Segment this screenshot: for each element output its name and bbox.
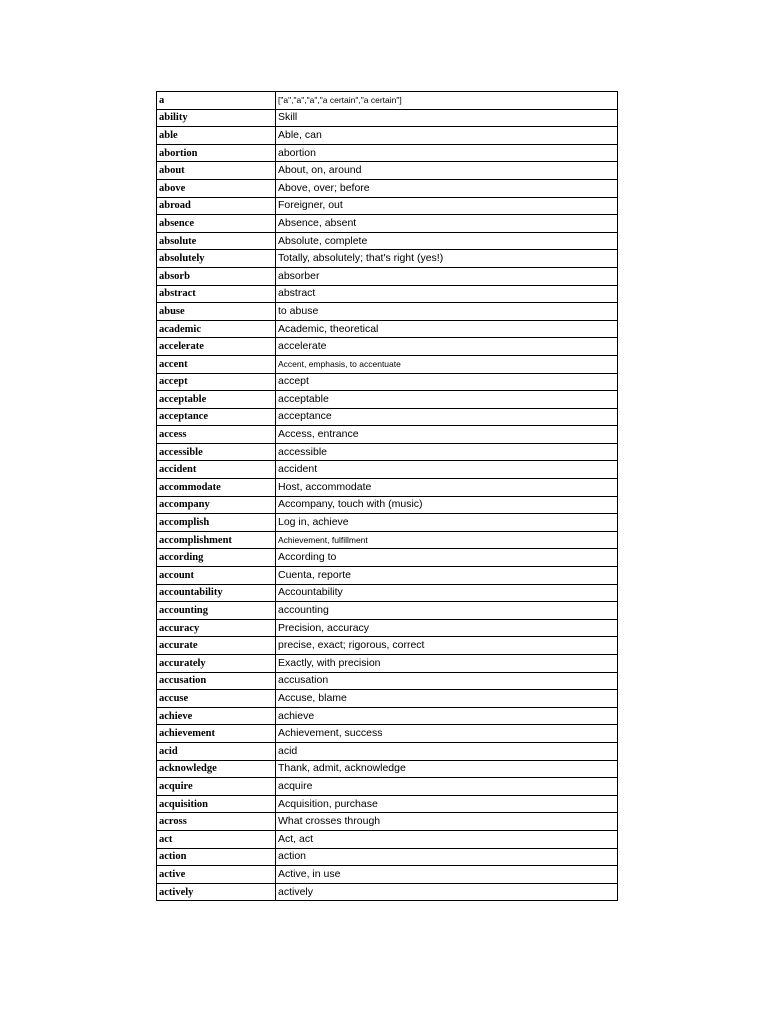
definition-cell: What crosses through — [276, 813, 618, 831]
definition-cell: Skill — [276, 109, 618, 127]
definition-cell: Above, over; before — [276, 179, 618, 197]
table-row — [157, 725, 618, 743]
english-word-cell: across — [157, 813, 276, 831]
table-row — [157, 760, 618, 778]
definition-cell: Academic, theoretical — [276, 320, 618, 338]
table-row — [157, 92, 618, 110]
definition-cell: Achievement, fulfillment — [276, 531, 618, 549]
vocabulary-table — [156, 91, 618, 901]
english-word-cell: about — [157, 162, 276, 180]
table-row — [157, 496, 618, 514]
english-word-cell: absolute — [157, 232, 276, 250]
english-word-cell: acknowledge — [157, 760, 276, 778]
table-row — [157, 391, 618, 409]
table-row — [157, 584, 618, 602]
table-row — [157, 303, 618, 321]
definition-cell: Absolute, complete — [276, 232, 618, 250]
table-row — [157, 883, 618, 901]
english-word-cell: accountability — [157, 584, 276, 602]
english-word-cell: accommodate — [157, 479, 276, 497]
table-row — [157, 866, 618, 884]
definition-cell: Access, entrance — [276, 426, 618, 444]
english-word-cell: accurate — [157, 637, 276, 655]
table-row — [157, 514, 618, 532]
english-word-cell: absolutely — [157, 250, 276, 268]
english-word-cell: able — [157, 127, 276, 145]
english-word-cell: accelerate — [157, 338, 276, 356]
table-row — [157, 549, 618, 567]
definition-cell: Thank, admit, acknowledge — [276, 760, 618, 778]
table-row — [157, 355, 618, 373]
definition-cell: precise, exact; rigorous, correct — [276, 637, 618, 655]
definition-cell: acceptance — [276, 408, 618, 426]
definition-cell: accept — [276, 373, 618, 391]
definition-cell: accessible — [276, 443, 618, 461]
definition-cell: Acquisition, purchase — [276, 795, 618, 813]
definition-cell: According to — [276, 549, 618, 567]
table-row — [157, 531, 618, 549]
definition-cell: Foreigner, out — [276, 197, 618, 215]
definition-cell: Accompany, touch with (music) — [276, 496, 618, 514]
definition-cell: Accent, emphasis, to accentuate — [276, 355, 618, 373]
english-word-cell: active — [157, 866, 276, 884]
english-word-cell: above — [157, 179, 276, 197]
table-row — [157, 742, 618, 760]
table-row — [157, 848, 618, 866]
table-row — [157, 109, 618, 127]
table-row — [157, 567, 618, 585]
table-row — [157, 338, 618, 356]
definition-cell: Cuenta, reporte — [276, 567, 618, 585]
table-row — [157, 655, 618, 673]
english-word-cell: acceptance — [157, 408, 276, 426]
definition-cell: Absence, absent — [276, 215, 618, 233]
definition-cell: Exactly, with precision — [276, 655, 618, 673]
definition-cell: actively — [276, 883, 618, 901]
english-word-cell: action — [157, 848, 276, 866]
english-word-cell: accuse — [157, 690, 276, 708]
definition-cell: Accuse, blame — [276, 690, 618, 708]
table-row — [157, 707, 618, 725]
english-word-cell: a — [157, 92, 276, 110]
definition-cell: abstract — [276, 285, 618, 303]
definition-cell: Able, can — [276, 127, 618, 145]
english-word-cell: actively — [157, 883, 276, 901]
english-word-cell: absence — [157, 215, 276, 233]
english-word-cell: acquisition — [157, 795, 276, 813]
english-word-cell: accounting — [157, 602, 276, 620]
table-row — [157, 179, 618, 197]
vocabulary-table-body — [157, 92, 618, 901]
definition-cell: accusation — [276, 672, 618, 690]
definition-cell: Log in, achieve — [276, 514, 618, 532]
english-word-cell: abuse — [157, 303, 276, 321]
english-word-cell: accomplishment — [157, 531, 276, 549]
definition-cell: Precision, accuracy — [276, 619, 618, 637]
english-word-cell: accept — [157, 373, 276, 391]
table-row — [157, 795, 618, 813]
definition-cell: action — [276, 848, 618, 866]
definition-cell: acquire — [276, 778, 618, 796]
english-word-cell: acid — [157, 742, 276, 760]
english-word-cell: account — [157, 567, 276, 585]
english-word-cell: accuracy — [157, 619, 276, 637]
english-word-cell: accompany — [157, 496, 276, 514]
definition-cell: Act, act — [276, 830, 618, 848]
table-row — [157, 408, 618, 426]
english-word-cell: accurately — [157, 655, 276, 673]
english-word-cell: academic — [157, 320, 276, 338]
definition-cell: Achievement, success — [276, 725, 618, 743]
table-row — [157, 267, 618, 285]
table-row — [157, 285, 618, 303]
table-row — [157, 162, 618, 180]
table-row — [157, 690, 618, 708]
english-word-cell: acquire — [157, 778, 276, 796]
english-word-cell: achieve — [157, 707, 276, 725]
definition-cell: About, on, around — [276, 162, 618, 180]
definition-cell: acid — [276, 742, 618, 760]
table-row — [157, 813, 618, 831]
table-row — [157, 426, 618, 444]
table-row — [157, 461, 618, 479]
definition-cell: ["a","a","a","a certain","a certain"] — [276, 92, 618, 110]
table-row — [157, 250, 618, 268]
definition-cell: acceptable — [276, 391, 618, 409]
definition-cell: achieve — [276, 707, 618, 725]
english-word-cell: act — [157, 830, 276, 848]
definition-cell: Accountability — [276, 584, 618, 602]
english-word-cell: according — [157, 549, 276, 567]
english-word-cell: accident — [157, 461, 276, 479]
definition-cell: accelerate — [276, 338, 618, 356]
english-word-cell: access — [157, 426, 276, 444]
table-row — [157, 778, 618, 796]
table-row — [157, 479, 618, 497]
english-word-cell: acceptable — [157, 391, 276, 409]
definition-cell: to abuse — [276, 303, 618, 321]
table-row — [157, 320, 618, 338]
english-word-cell: accomplish — [157, 514, 276, 532]
english-word-cell: achievement — [157, 725, 276, 743]
english-word-cell: accusation — [157, 672, 276, 690]
table-row — [157, 602, 618, 620]
definition-cell: abortion — [276, 144, 618, 162]
definition-cell: Active, in use — [276, 866, 618, 884]
definition-cell: accident — [276, 461, 618, 479]
definition-cell: Host, accommodate — [276, 479, 618, 497]
table-row — [157, 637, 618, 655]
english-word-cell: abstract — [157, 285, 276, 303]
table-row — [157, 232, 618, 250]
english-word-cell: accent — [157, 355, 276, 373]
definition-cell: absorber — [276, 267, 618, 285]
table-row — [157, 830, 618, 848]
english-word-cell: abortion — [157, 144, 276, 162]
definition-cell: accounting — [276, 602, 618, 620]
definition-cell: Totally, absolutely; that's right (yes!) — [276, 250, 618, 268]
table-row — [157, 443, 618, 461]
table-row — [157, 373, 618, 391]
english-word-cell: accessible — [157, 443, 276, 461]
table-row — [157, 672, 618, 690]
english-word-cell: ability — [157, 109, 276, 127]
english-word-cell: abroad — [157, 197, 276, 215]
english-word-cell: absorb — [157, 267, 276, 285]
table-row — [157, 215, 618, 233]
table-row — [157, 127, 618, 145]
table-row — [157, 144, 618, 162]
table-row — [157, 619, 618, 637]
table-row — [157, 197, 618, 215]
